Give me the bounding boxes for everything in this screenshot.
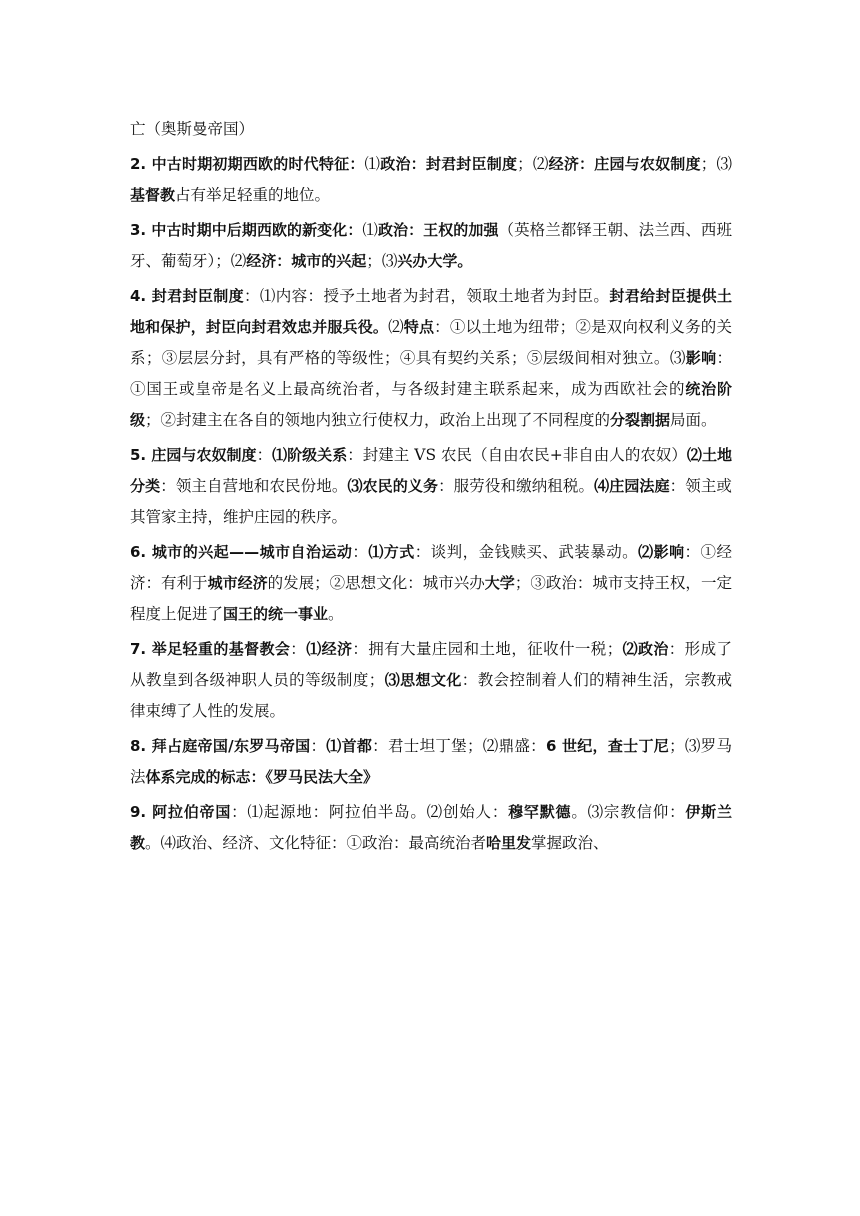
- bold-text-run: 6. 城市的兴起——城市自治运动: [130, 543, 353, 561]
- bold-text-run: 基督教: [130, 186, 176, 204]
- text-run: 占有举足轻重的地位。: [175, 186, 331, 204]
- bold-text-run: ⑵影响: [638, 543, 685, 561]
- text-run: ⑶: [716, 155, 732, 173]
- paragraph: [130, 537, 732, 630]
- bold-text-run: 政治：封君封臣制度: [380, 155, 518, 173]
- bold-text-run: 7. 举足轻重的基督教会: [130, 640, 291, 658]
- bold-text-run: ⑴方式: [368, 543, 415, 561]
- text-run: 的发展；②思想文化：城市兴办: [267, 574, 485, 592]
- bold-text-run: 大学: [484, 574, 515, 592]
- text-run: ；③政治：城市支持王权，一定程度上促进了: [130, 574, 732, 623]
- bold-text-run: 哈里发: [486, 834, 532, 852]
- text-run: 。⑶宗教信仰：: [571, 803, 686, 821]
- bold-text-run: 封君给封臣提供土地和保护，封臣向封君效忠并服兵役。: [130, 287, 732, 336]
- text-run: ：领主或其管家主持，维护庄园的秩序。: [130, 477, 732, 526]
- bold-text-run: 9. 阿拉伯帝国: [130, 803, 232, 821]
- text-run: ⑶: [669, 349, 686, 367]
- bold-text-run: 经济：庄园与农奴制度: [548, 155, 701, 173]
- text-run: ：: [256, 446, 273, 464]
- text-run: ；②封建主在各自的领地内独立行使权力，政治上出现了不同程度的: [145, 411, 611, 429]
- text-run: ⑴: [362, 221, 378, 239]
- bold-text-run: 兴办大学。: [397, 252, 473, 270]
- text-run: ；: [366, 252, 382, 270]
- bold-text-run: 3. 中古时期中后期西欧的新变化：: [130, 221, 363, 239]
- paragraph: [130, 215, 732, 277]
- text-run: ：⑴起源地：阿拉伯半岛。⑵创始人：: [231, 803, 509, 821]
- bold-text-run: 穆罕默德: [508, 803, 572, 821]
- bold-text-run: 统治阶级: [130, 380, 732, 429]
- text-run: 。: [328, 605, 344, 623]
- text-run: （英格兰都铎王朝、法兰西、西班牙、葡萄牙）；: [130, 221, 732, 270]
- bold-text-run: 国王的统一事业: [223, 605, 329, 623]
- text-run: 亡（奥斯曼帝国）: [130, 120, 255, 138]
- text-run: ：①以土地为纽带；②是双向权利义务的关系；③层层分封，具有严格的等级性；④具有契约关系；⑤层级间相对独立。: [130, 318, 732, 367]
- paragraph: [130, 440, 732, 533]
- bold-text-run: ⑵土地分类: [130, 446, 732, 495]
- paragraph: [130, 731, 732, 793]
- bold-text-run: 分裂割据: [610, 411, 671, 429]
- bold-text-run: 体系完成的标志：《罗马民法大全》: [145, 768, 379, 786]
- text-run: ：①经济：有利于: [130, 543, 732, 592]
- text-run: 掌握政治、: [531, 834, 609, 852]
- bold-text-run: 城市经济: [207, 574, 268, 592]
- paragraph: [130, 634, 732, 727]
- text-run: ：①国王或皇帝是名义上最高统治者，与各级封建主联系起来，成为西欧社会的: [130, 349, 732, 398]
- paragraph: [130, 797, 732, 859]
- text-run: ：拥有大量庄园和土地，征收什一税；: [352, 640, 623, 658]
- paragraph: [130, 149, 732, 211]
- bold-text-run: 影响: [685, 349, 717, 367]
- bold-text-run: 特点: [403, 318, 435, 336]
- bold-text-run: ⑷庄园法庭: [594, 477, 670, 495]
- paragraph: [130, 281, 732, 436]
- text-run: ：: [290, 640, 307, 658]
- bold-text-run: 经济：城市的兴起: [246, 252, 367, 270]
- text-run: ⑵: [388, 318, 404, 336]
- text-run: ：: [352, 543, 369, 561]
- text-run: ⑵: [532, 155, 549, 173]
- text-run: ；: [517, 155, 533, 173]
- text-run: ：封建主 VS 农民（自由农民+非自由人的农奴）: [347, 446, 687, 464]
- text-run: ⑴: [364, 155, 381, 173]
- text-run: ；: [700, 155, 717, 173]
- text-run: ：: [310, 737, 327, 755]
- bold-text-run: 8. 拜占庭帝国/东罗马帝国: [130, 737, 311, 755]
- text-run: ：谈判，金钱赎买、武装暴动。: [414, 543, 639, 561]
- bold-text-run: ⑴阶级关系: [272, 446, 348, 464]
- bold-text-run: 伊斯兰教: [130, 803, 732, 852]
- bold-text-run: 4. 封君封臣制度: [130, 287, 245, 305]
- text-run: ：服劳役和缴纳租税。: [438, 477, 595, 495]
- text-run: ：教会控制着人们的精神生活，宗教戒律束缚了人性的发展。: [130, 671, 732, 720]
- bold-text-run: 2. 中古时期初期西欧的时代特征：: [130, 155, 365, 173]
- bold-text-run: ⑴经济: [306, 640, 353, 658]
- text-run: ：⑴内容：授予土地者为封君，领取土地者为封臣。: [244, 287, 610, 305]
- bold-text-run: ⑶思想文化: [384, 671, 462, 689]
- text-run: ；⑶罗马法: [130, 737, 732, 786]
- text-run: ⑶: [381, 252, 398, 270]
- bold-text-run: ⑴首都: [326, 737, 373, 755]
- paragraph: [130, 114, 732, 145]
- text-run: ⑵: [230, 252, 247, 270]
- text-run: ：形成了从教皇到各级神职人员的等级制度；: [130, 640, 732, 689]
- text-run: ：领主自营地和农民份地。: [160, 477, 348, 495]
- bold-text-run: ⑶农民的义务: [347, 477, 439, 495]
- text-run: 局面。: [670, 411, 717, 429]
- bold-text-run: 5. 庄园与农奴制度: [130, 446, 257, 464]
- text-run: 。⑷政治、经济、文化特征：①政治：最高统治者: [145, 834, 487, 852]
- text-run: ：君士坦丁堡；⑵鼎盛：: [372, 737, 546, 755]
- bold-text-run: ⑵政治: [622, 640, 669, 658]
- bold-text-run: 6 世纪，查士丁尼: [545, 737, 670, 755]
- bold-text-run: 政治：王权的加强: [377, 221, 499, 239]
- document-body: [130, 114, 732, 863]
